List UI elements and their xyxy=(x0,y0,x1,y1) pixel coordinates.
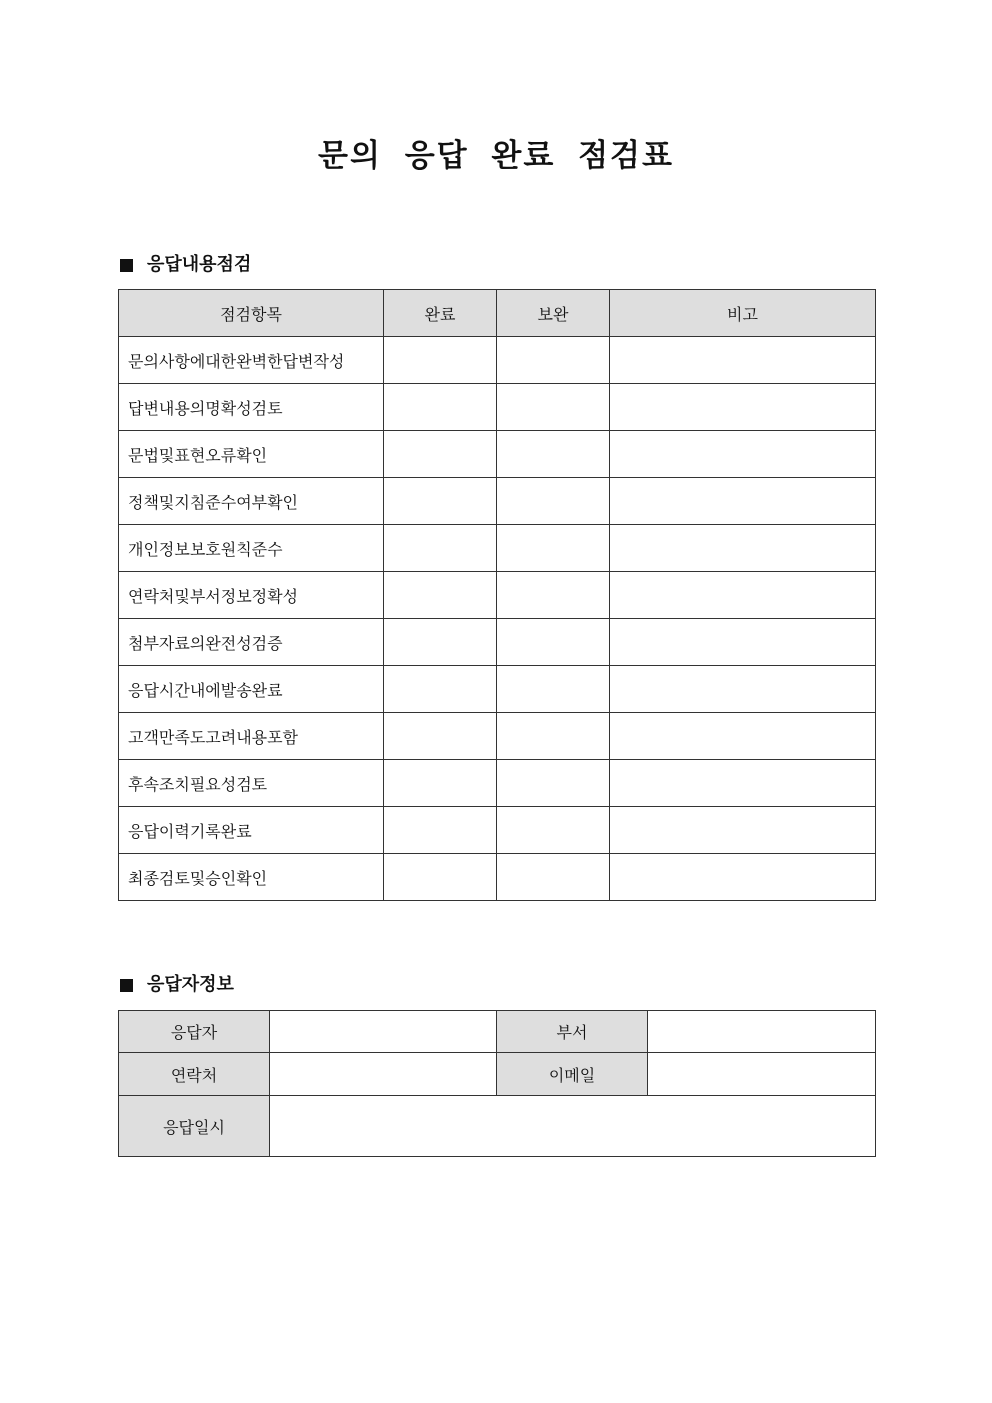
square-bullet-icon xyxy=(120,259,133,272)
complete-cell[interactable] xyxy=(384,854,497,901)
remarks-cell[interactable] xyxy=(610,807,876,854)
supplement-cell[interactable] xyxy=(497,572,610,619)
table-row xyxy=(119,807,876,854)
supplement-cell[interactable] xyxy=(497,478,610,525)
datetime-field[interactable] xyxy=(270,1096,876,1157)
complete-cell[interactable] xyxy=(384,478,497,525)
complete-cell[interactable] xyxy=(384,807,497,854)
check-item-label: 문법및표현오류확인 xyxy=(119,431,384,478)
complete-cell[interactable] xyxy=(384,713,497,760)
supplement-cell[interactable] xyxy=(497,619,610,666)
responder-field[interactable] xyxy=(270,1011,497,1053)
section-heading-check xyxy=(118,252,251,278)
complete-cell[interactable] xyxy=(384,619,497,666)
check-item-label: 문의사항에대한완벽한답변작성 xyxy=(119,337,384,384)
department-field[interactable] xyxy=(648,1011,876,1053)
section-heading-text: 응답내용점검 xyxy=(147,254,252,275)
checklist-table xyxy=(118,289,876,901)
square-bullet-icon xyxy=(120,979,133,992)
datetime-label: 응답일시 xyxy=(119,1096,270,1157)
supplement-cell[interactable] xyxy=(497,384,610,431)
check-item-label: 첨부자료의완전성검증 xyxy=(119,619,384,666)
complete-cell[interactable] xyxy=(384,572,497,619)
header-check-item: 점검항목 xyxy=(119,290,384,337)
supplement-cell[interactable] xyxy=(497,807,610,854)
email-field[interactable] xyxy=(648,1053,876,1096)
header-remarks: 비고 xyxy=(610,290,876,337)
check-item-label: 최종검토및승인확인 xyxy=(119,854,384,901)
info-row xyxy=(119,1053,876,1096)
table-row xyxy=(119,337,876,384)
remarks-cell[interactable] xyxy=(610,760,876,807)
table-row xyxy=(119,431,876,478)
responder-label: 응답자 xyxy=(119,1011,270,1053)
section-heading-text: 응답자정보 xyxy=(147,974,234,995)
remarks-cell[interactable] xyxy=(610,337,876,384)
header-supplement: 보완 xyxy=(497,290,610,337)
check-item-label: 정책및지침준수여부확인 xyxy=(119,478,384,525)
complete-cell[interactable] xyxy=(384,384,497,431)
table-row xyxy=(119,666,876,713)
table-row xyxy=(119,572,876,619)
check-item-label: 개인정보보호원칙준수 xyxy=(119,525,384,572)
responder-info-table xyxy=(118,1010,876,1157)
supplement-cell[interactable] xyxy=(497,337,610,384)
table-row xyxy=(119,525,876,572)
supplement-cell[interactable] xyxy=(497,854,610,901)
table-row xyxy=(119,478,876,525)
supplement-cell[interactable] xyxy=(497,431,610,478)
supplement-cell[interactable] xyxy=(497,666,610,713)
check-item-label: 고객만족도고려내용포함 xyxy=(119,713,384,760)
remarks-cell[interactable] xyxy=(610,478,876,525)
remarks-cell[interactable] xyxy=(610,854,876,901)
complete-cell[interactable] xyxy=(384,337,497,384)
table-row xyxy=(119,854,876,901)
contact-label: 연락처 xyxy=(119,1053,270,1096)
contact-field[interactable] xyxy=(270,1053,497,1096)
check-item-label: 답변내용의명확성검토 xyxy=(119,384,384,431)
remarks-cell[interactable] xyxy=(610,572,876,619)
table-row xyxy=(119,619,876,666)
table-row xyxy=(119,713,876,760)
info-row xyxy=(119,1011,876,1053)
remarks-cell[interactable] xyxy=(610,713,876,760)
complete-cell[interactable] xyxy=(384,431,497,478)
complete-cell[interactable] xyxy=(384,525,497,572)
info-row xyxy=(119,1096,876,1157)
supplement-cell[interactable] xyxy=(497,713,610,760)
complete-cell[interactable] xyxy=(384,760,497,807)
check-item-label: 후속조치필요성검토 xyxy=(119,760,384,807)
table-row xyxy=(119,760,876,807)
table-header-row xyxy=(119,290,876,337)
complete-cell[interactable] xyxy=(384,666,497,713)
supplement-cell[interactable] xyxy=(497,760,610,807)
remarks-cell[interactable] xyxy=(610,525,876,572)
email-label: 이메일 xyxy=(497,1053,648,1096)
header-complete: 완료 xyxy=(384,290,497,337)
check-item-label: 응답이력기록완료 xyxy=(119,807,384,854)
check-item-label: 연락처및부서정보정확성 xyxy=(119,572,384,619)
section-heading-responder xyxy=(118,972,234,998)
department-label: 부서 xyxy=(497,1011,648,1053)
remarks-cell[interactable] xyxy=(610,666,876,713)
remarks-cell[interactable] xyxy=(610,619,876,666)
remarks-cell[interactable] xyxy=(610,431,876,478)
supplement-cell[interactable] xyxy=(497,525,610,572)
page-title: 문의 응답 완료 점검표 xyxy=(318,138,674,174)
remarks-cell[interactable] xyxy=(610,384,876,431)
check-item-label: 응답시간내에발송완료 xyxy=(119,666,384,713)
table-row xyxy=(119,384,876,431)
